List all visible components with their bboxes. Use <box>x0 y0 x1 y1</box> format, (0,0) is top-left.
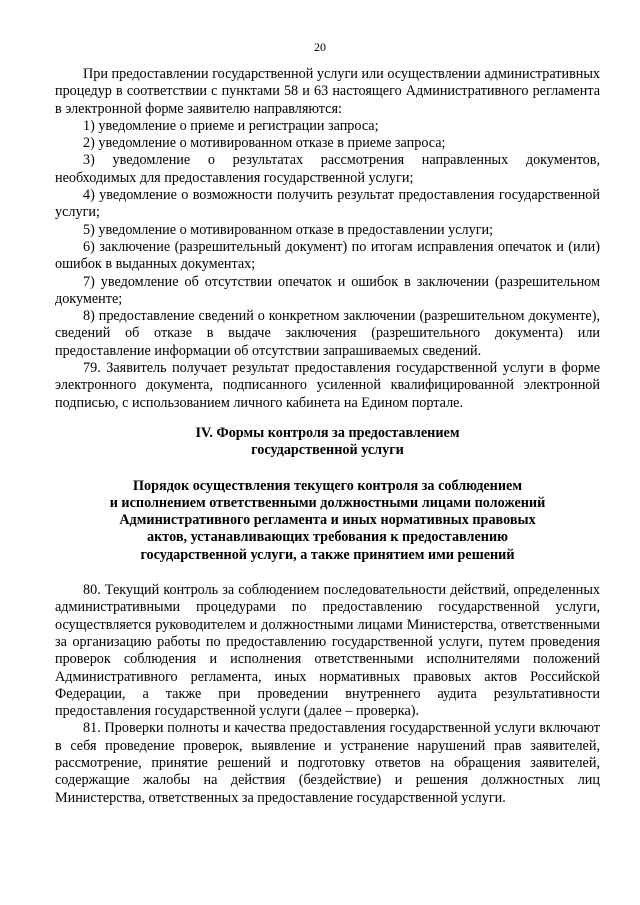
list-item: 7) уведомление об отсутствии опечаток и ошибок в заключении (разрешительном документе; <box>55 273 600 307</box>
paragraphs-bottom <box>55 582 600 807</box>
list-item: 5) уведомление о мотивированном отказе в предоставлении услуги; <box>83 221 494 238</box>
paragraphs-top <box>55 66 600 412</box>
subsection-heading: Порядок осуществления текущего контроля за соблюдением и исполнением ответственными должностными лицами положений Административного регламента и иных нормативных правовых актов, устанавливающих требования к предоставлению государственной услуги, а также принятием ими решений <box>109 477 546 563</box>
list-item: 4) уведомление о возможности получить результат предоставления государственной услуги; <box>55 187 600 221</box>
list-item: 1) уведомление о приеме и регистрации запроса; <box>83 117 379 134</box>
list-item: 6) заключение (разрешительный документ) по итогам исправления опечаток и (или) ошибок в выданных документах; <box>55 238 600 273</box>
paragraph: При предоставлении государственной услуги или осуществлении административных процедур в соответствии с пунктами 58 и 63 настоящего Административного регламента в электронной форме заявителю направляются: <box>55 66 600 117</box>
section-heading: IV. Формы контроля за предоставлением государственной услуги <box>195 424 460 459</box>
paragraph: 81. Проверки полноты и качества предоставления государственной услуги включают в себя проведение проверок, выявление и устранение нарушений прав заявителей, рассмотрение, принятие решений и подготовку ответов на обращения заявителей, содержащие жалобы на действия (бездействие) и решения должностных лиц Министерства, ответственных за предоставление государственной услуги. <box>55 720 600 806</box>
page-number: 20 <box>314 40 326 54</box>
paragraph: 79. Заявитель получает результат предоставления государственной услуги в форме электронного документа, подписанного усиленной квалифицированной электронной подписью, с использованием личного кабинета на Едином портале. <box>55 360 600 411</box>
list-item: 8) предоставление сведений о конкретном заключении (разрешительном документе), сведений об отказе в выдаче заключения (разрешительного документа) или предоставление информации об отсутствии запрашиваемых сведений. <box>55 308 600 359</box>
list-item: 2) уведомление о мотивированном отказе в приеме запроса; <box>83 135 446 152</box>
document-body <box>55 66 600 807</box>
list-item: 3) уведомление о результатах рассмотрения направленных документов, необходимых для предоставления государственной услуги; <box>55 152 600 186</box>
paragraph: 80. Текущий контроль за соблюдением последовательности действий, определенных административными процедурами по предоставлению государственной услуги, осуществляется руководителем и должностными лицами Министерства, ответственными за организацию работы по предоставлению государственной услуги, путем проведения проверок соблюдения и исполнения ответственными исполнителями положений Административного регламента, иных нормативных правовых актов Российской Федерации, а также при проведении внутреннего аудита результативности предоставления государственной услуги (далее – проверка). <box>55 582 600 720</box>
